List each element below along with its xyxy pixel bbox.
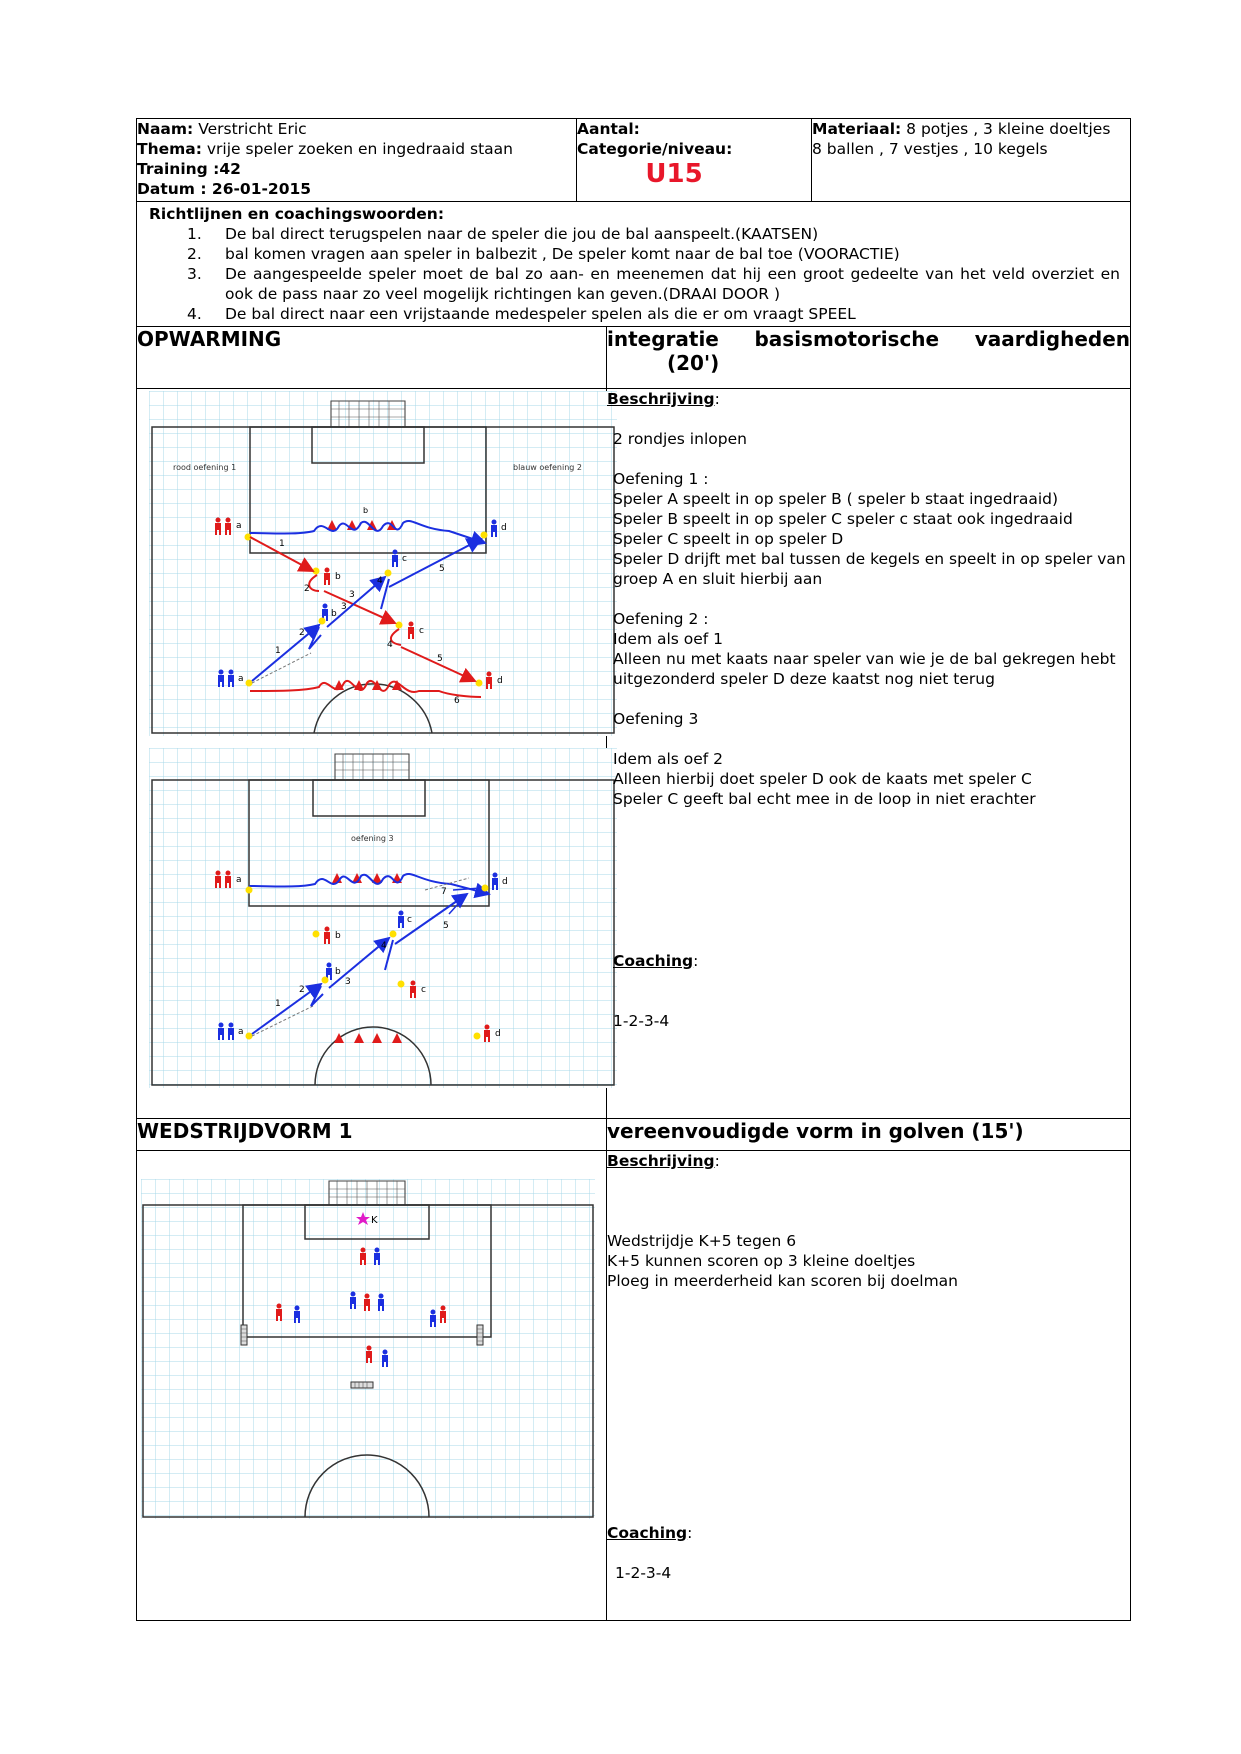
svg-text:2: 2: [299, 985, 305, 995]
svg-text:7: 7: [441, 887, 447, 897]
warmup-subtitle: integratie basismotorische vaardigheden (20'): [607, 327, 1131, 389]
svg-text:d: d: [495, 1029, 501, 1039]
categorie-label: Categorie/niveau:: [577, 140, 733, 158]
svg-text:4: 4: [387, 640, 393, 650]
guideline-item: 2. bal komen vragen aan speler in balbezit , De speler komt naar de bal toe (VOORACTIE): [187, 245, 900, 263]
materiaal-label: Materiaal:: [812, 120, 902, 138]
thema-label: Thema:: [137, 140, 202, 158]
svg-text:d: d: [497, 676, 503, 686]
svg-text:5: 5: [443, 921, 449, 931]
svg-text:d: d: [501, 523, 507, 533]
svg-text:b: b: [335, 572, 341, 582]
svg-text:3: 3: [345, 977, 351, 987]
match-desc-line: Ploeg in meerderheid kan scoren bij doelman: [607, 1272, 958, 1290]
warmup-diagram-1: [149, 391, 617, 736]
warmup-diagram-2: [149, 748, 617, 1088]
svg-text:a: a: [238, 1027, 244, 1037]
match-title: WEDSTRIJDVORM 1: [137, 1119, 607, 1151]
diagram2-label: oefening 3: [351, 834, 394, 843]
svg-text:1: 1: [279, 539, 285, 549]
svg-text:1: 1: [275, 999, 281, 1009]
match-desc-line: Wedstrijdje K+5 tegen 6: [607, 1232, 797, 1250]
svg-text:b: b: [331, 609, 337, 619]
match-coaching-head: Coaching: [607, 1524, 688, 1542]
aantal-label: Aantal:: [577, 120, 640, 138]
header-info-cell: [137, 119, 577, 202]
keeper-label: K: [371, 1215, 378, 1226]
warmup-desc-line: Oefening 2 :: [613, 610, 709, 628]
categorie-value: U15: [645, 159, 703, 189]
warmup-coaching-head: Coaching: [613, 952, 694, 970]
warmup-desc-head: Beschrijving: [607, 390, 715, 408]
svg-text:5: 5: [437, 654, 443, 664]
training-date: Datum : 26-01-2015: [137, 180, 312, 198]
svg-text:c: c: [407, 915, 412, 925]
guideline-item: 4. De bal direct naar een vrijstaande medespeler spelen als die er om vraagt SPEEL: [187, 305, 856, 323]
warmup-desc-line: Speler C speelt in op speler D: [613, 530, 844, 548]
thema-value: vrije speler zoeken en ingedraaid staan: [206, 140, 513, 158]
guideline-item: 3. De aangespeelde speler moet de bal zo aan- en meenemen dat hij een groot gedeelte van het veld overziet en ook de pass naar zo veel mogelijk richtingen kan geven.(DRAAI DOOR ): [187, 265, 1121, 303]
guidelines-title: Richtlijnen en coachingswoorden:: [149, 205, 445, 223]
match-desc-line: K+5 kunnen scoren op 3 kleine doeltjes: [607, 1252, 916, 1270]
match-desc-head: Beschrijving: [607, 1152, 715, 1170]
svg-text:5: 5: [439, 564, 445, 574]
match-coaching-value: 1-2-3-4: [615, 1564, 672, 1582]
warmup-desc-line: Speler A speelt in op speler B ( speler b staat ingedraaid): [613, 490, 1059, 508]
naam-value: Verstricht Eric: [198, 120, 307, 138]
svg-text:a: a: [236, 521, 242, 531]
match-description-cell: Beschrijving: Wedstrijdje K+5 tegen 6 K+5 kunnen scoren op 3 kleine doeltjes Ploeg in meerderheid kan scoren bij doelman Coaching: 1-2-3-4: [607, 1151, 1131, 1621]
svg-text:c: c: [419, 626, 424, 636]
match-subtitle: vereenvoudigde vorm in golven (15'): [607, 1119, 1131, 1151]
svg-text:3: 3: [341, 602, 347, 612]
warmup-desc-line: Oefening 1 :: [613, 470, 709, 488]
svg-text:a: a: [238, 674, 244, 684]
warmup-desc-line: Alleen hierbij doet speler D ook de kaats met speler C: [613, 770, 1032, 788]
svg-text:4: 4: [381, 941, 387, 951]
warmup-desc-line: Idem als oef 2: [613, 750, 724, 768]
match-diagram-cell: [137, 1151, 607, 1621]
warmup-coaching-value: 1-2-3-4: [613, 1012, 670, 1030]
svg-text:3: 3: [349, 590, 355, 600]
warmup-desc-line: Idem als oef 1: [613, 630, 724, 648]
guideline-item: 1. De bal direct terugspelen naar de speler die jou de bal aanspeelt.(KAATSEN): [187, 225, 819, 243]
warmup-desc-line: 2 rondjes inlopen: [613, 430, 747, 448]
svg-text:b: b: [335, 931, 341, 941]
warmup-description-cell: Beschrijving: 2 rondjes inlopen Oefening 1 : Speler A speelt in op speler B ( speler b staat ingedraaid) Speler B speelt in op speler C speler c staat ook ingedraaid Speler C speelt in op speler D Speler D drijft met bal tussen de kegels en speelt in op speler van groep A en sluit hierbij aan Oefening 2 : Idem als oef 1 Alleen nu met kaats naar speler van wie je de bal gekregen hebt uitgezonderd speler D deze kaatst nog niet terug Oefening 3 Idem als oef 2 Alleen hierbij doet speler D ook de kaats met speler C Speler C geeft bal echt mee in de loop in niet erachter Coaching: 1-2-3-4: [607, 389, 1131, 1119]
diagram1-label-right: blauw oefening 2: [513, 463, 582, 472]
training-sheet: [136, 118, 1130, 1621]
warmup-desc-line: Alleen nu met kaats naar speler van wie je de bal gekregen hebt uitgezonderd speler D deze kaatst nog niet terug: [613, 650, 1116, 688]
naam-label: Naam:: [137, 120, 194, 138]
training-number: Training :42: [137, 160, 241, 178]
diagram1-label-left: rood oefening 1: [173, 463, 237, 472]
guidelines-cell: [137, 202, 1131, 327]
materiaal-value-1: 8 potjes , 3 kleine doeltjes: [906, 120, 1111, 138]
warmup-desc-line: Speler C geeft bal echt mee in de loop in niet erachter: [613, 790, 1036, 808]
match-diagram: [141, 1179, 595, 1519]
svg-text:1: 1: [275, 646, 281, 656]
warmup-desc-line: Oefening 3: [613, 710, 699, 728]
warmup-desc-line: Speler D drijft met bal tussen de kegels en speelt in op speler van groep A en sluit hierbij aan: [613, 550, 1126, 588]
svg-text:b: b: [363, 506, 369, 515]
svg-text:c: c: [421, 985, 426, 995]
svg-text:4: 4: [377, 576, 383, 586]
header-category-cell: [577, 119, 812, 202]
svg-text:c: c: [402, 554, 407, 564]
training-table: [136, 118, 1131, 1621]
svg-text:6: 6: [454, 696, 460, 706]
svg-text:b: b: [335, 967, 341, 977]
materiaal-value-2: 8 ballen , 7 vestjes , 10 kegels: [812, 140, 1048, 158]
warmup-diagrams-cell: [137, 389, 607, 1119]
header-material-cell: [812, 119, 1131, 202]
warmup-desc-line: Speler B speelt in op speler C speler c staat ook ingedraaid: [613, 510, 1073, 528]
svg-text:2: 2: [299, 628, 305, 638]
svg-text:2: 2: [304, 584, 310, 594]
svg-text:d: d: [502, 877, 508, 887]
warmup-title: OPWARMING: [137, 327, 607, 389]
guidelines-list: [149, 224, 1120, 324]
svg-text:a: a: [236, 875, 242, 885]
